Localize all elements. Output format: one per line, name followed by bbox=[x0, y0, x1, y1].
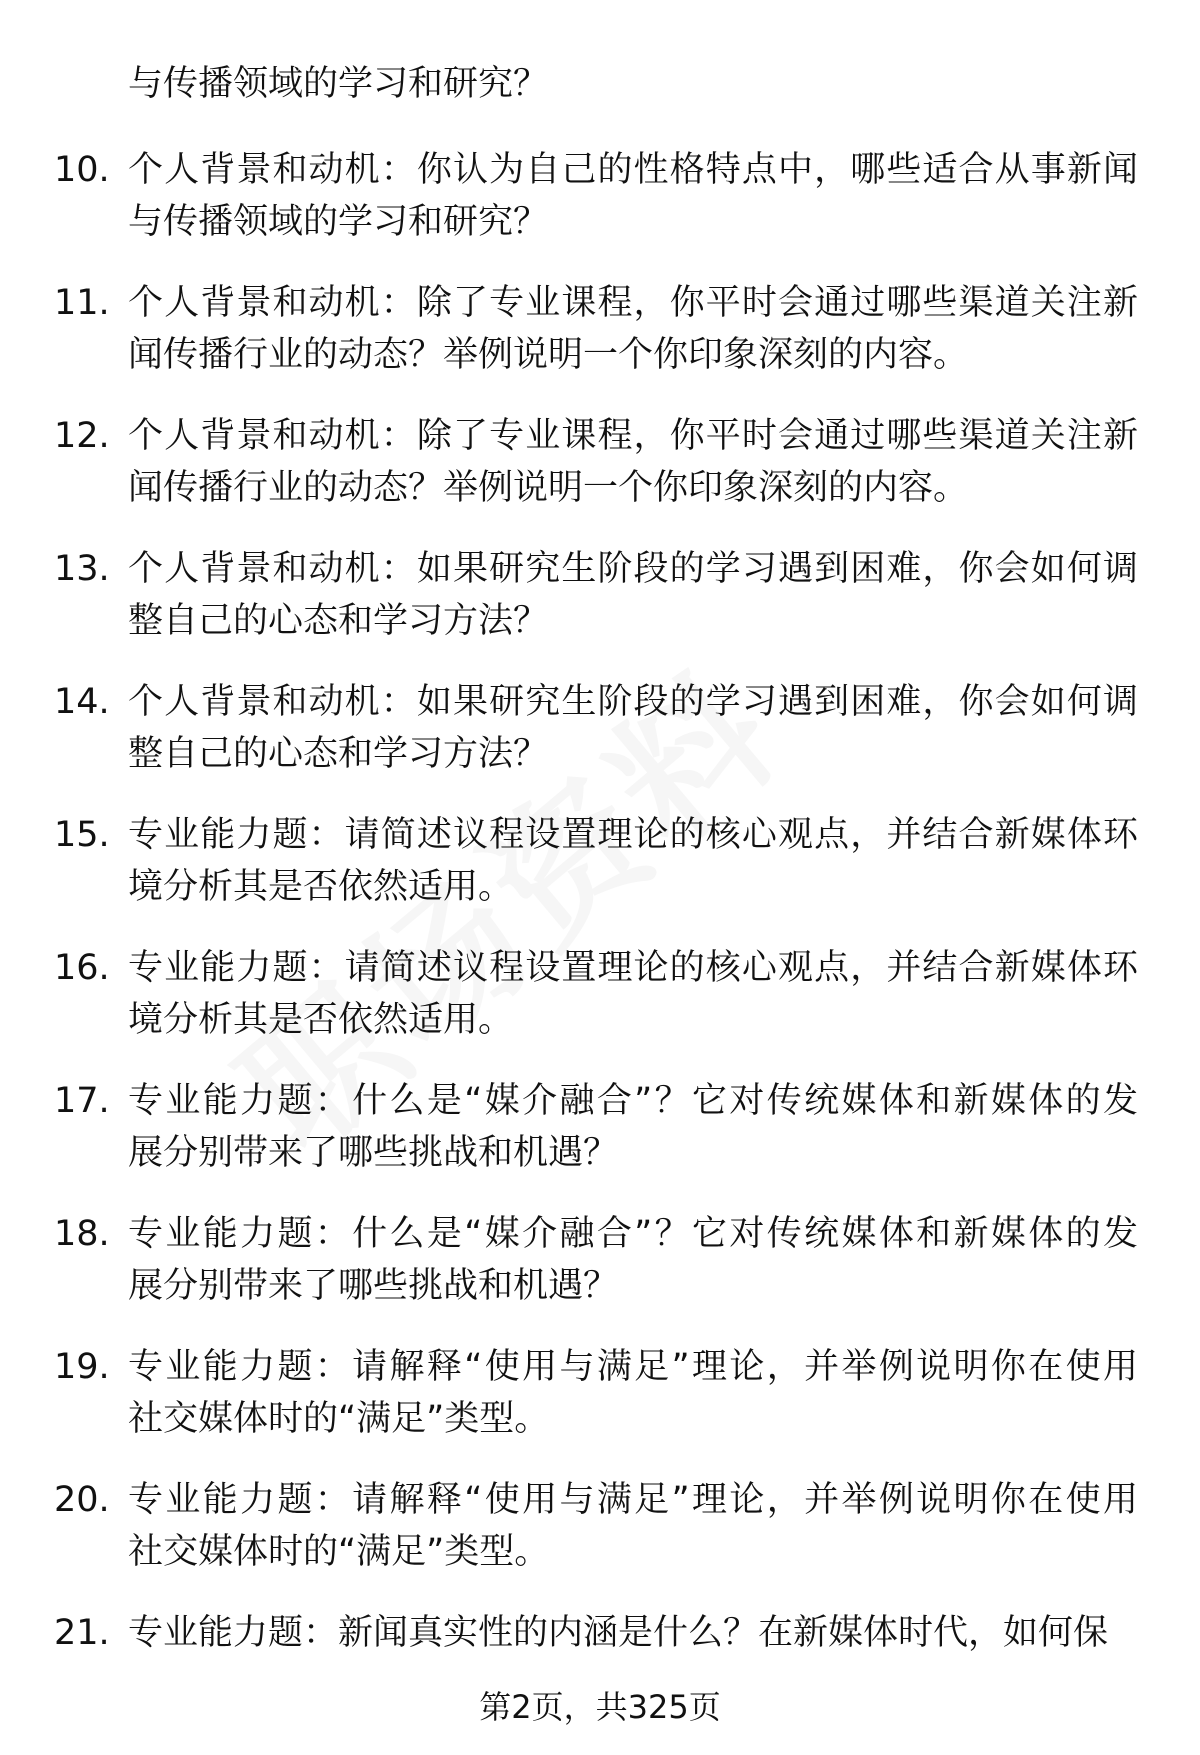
question-text-line: 闻传播行业的动态？举例说明一个你印象深刻的内容。 bbox=[128, 335, 969, 375]
question-text-line: 整自己的心态和学习方法？ bbox=[128, 601, 549, 641]
question-text-line: 个人背景和动机：除了专业课程，你平时会通过哪些渠道关注新 bbox=[128, 283, 1138, 323]
question-text-line: 社交媒体时的“满足”类型。 bbox=[128, 1399, 550, 1439]
question-text-line: 境分析其是否依然适用。 bbox=[128, 1000, 514, 1040]
question-text-line: 个人背景和动机：除了专业课程，你平时会通过哪些渠道关注新 bbox=[128, 416, 1138, 456]
question-text-line: 个人背景和动机：你认为自己的性格特点中，哪些适合从事新闻 bbox=[128, 150, 1138, 190]
question-text-line: 整自己的心态和学习方法？ bbox=[128, 734, 549, 774]
question-number: 10. bbox=[54, 150, 110, 190]
question-text bbox=[128, 1607, 1138, 1659]
question-number: 12. bbox=[54, 416, 110, 456]
question-item bbox=[0, 543, 1200, 676]
question-text bbox=[128, 676, 1138, 780]
question-text-line: 境分析其是否依然适用。 bbox=[128, 867, 514, 907]
question-text bbox=[128, 410, 1138, 514]
question-item bbox=[0, 676, 1200, 809]
question-text-line: 专业能力题：请简述议程设置理论的核心观点，并结合新媒体环 bbox=[128, 815, 1138, 855]
question-number: 19. bbox=[54, 1347, 110, 1387]
question-text bbox=[128, 942, 1138, 1046]
question-text-line: 专业能力题：请简述议程设置理论的核心观点，并结合新媒体环 bbox=[128, 948, 1138, 988]
page-footer: 第2页，共325页 bbox=[479, 1688, 721, 1726]
question-text bbox=[128, 144, 1138, 248]
question-text bbox=[128, 1341, 1138, 1445]
question-text-line: 社交媒体时的“满足”类型。 bbox=[128, 1532, 550, 1572]
question-list bbox=[0, 144, 1200, 1740]
question-item bbox=[0, 1208, 1200, 1341]
question-text-line: 与传播领域的学习和研究？ bbox=[128, 202, 549, 242]
question-text-line: 专业能力题：什么是“媒介融合”？它对传统媒体和新媒体的发 bbox=[128, 1214, 1138, 1254]
question-number: 21. bbox=[54, 1613, 110, 1653]
question-text-line: 专业能力题：请解释“使用与满足”理论，并举例说明你在使用 bbox=[128, 1347, 1138, 1387]
question-item bbox=[0, 1341, 1200, 1474]
question-item bbox=[0, 277, 1200, 410]
question-text-line: 展分别带来了哪些挑战和机遇？ bbox=[128, 1133, 619, 1173]
question-item bbox=[0, 1474, 1200, 1607]
question-number: 18. bbox=[54, 1214, 110, 1254]
question-number: 17. bbox=[54, 1081, 110, 1121]
question-item bbox=[0, 1075, 1200, 1208]
question-text bbox=[128, 1474, 1138, 1578]
continuation-text: 与传播领域的学习和研究？ bbox=[128, 64, 549, 104]
question-text-line: 个人背景和动机：如果研究生阶段的学习遇到困难，你会如何调 bbox=[128, 549, 1138, 589]
question-text bbox=[128, 1075, 1138, 1179]
question-text-line: 专业能力题：新闻真实性的内涵是什么？在新媒体时代，如何保 bbox=[128, 1613, 1109, 1653]
question-number: 13. bbox=[54, 549, 110, 589]
question-number: 20. bbox=[54, 1480, 110, 1520]
question-item bbox=[0, 942, 1200, 1075]
question-text-line: 个人背景和动机：如果研究生阶段的学习遇到困难，你会如何调 bbox=[128, 682, 1138, 722]
question-text-line: 专业能力题：请解释“使用与满足”理论，并举例说明你在使用 bbox=[128, 1480, 1138, 1520]
question-number: 11. bbox=[54, 283, 110, 323]
question-text bbox=[128, 1208, 1138, 1312]
question-item bbox=[0, 410, 1200, 543]
question-number: 16. bbox=[54, 948, 110, 988]
question-text-line: 专业能力题：什么是“媒介融合”？它对传统媒体和新媒体的发 bbox=[128, 1081, 1138, 1121]
question-text bbox=[128, 543, 1138, 647]
question-text-line: 展分别带来了哪些挑战和机遇？ bbox=[128, 1266, 619, 1306]
question-number: 14. bbox=[54, 682, 110, 722]
question-number: 15. bbox=[54, 815, 110, 855]
question-text bbox=[128, 809, 1138, 913]
question-text-line: 闻传播行业的动态？举例说明一个你印象深刻的内容。 bbox=[128, 468, 969, 508]
question-text bbox=[128, 277, 1138, 381]
question-item bbox=[0, 809, 1200, 942]
question-item bbox=[0, 144, 1200, 277]
